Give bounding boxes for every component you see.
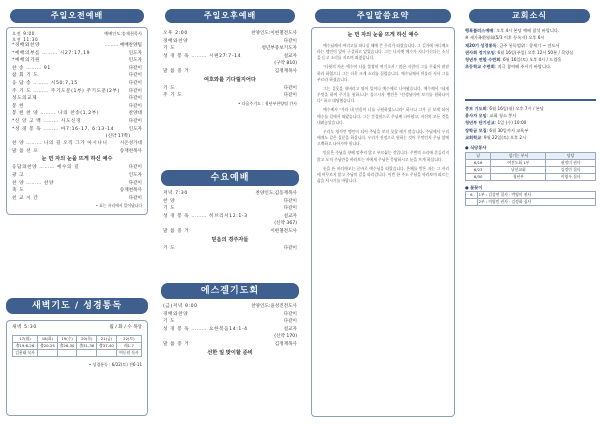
wednesday-order <box>163 198 297 236</box>
afternoon-service-body <box>163 30 297 107</box>
order-person: 다같이 <box>128 118 142 124</box>
order-item: 주 기 도 ……… 주기도문(1부) 주기도문(2부) <box>12 88 120 94</box>
table-header-cell: 담당 <box>546 152 596 159</box>
order-row <box>12 57 142 65</box>
order-item: 주 기 도 <box>163 93 183 99</box>
order-person: 송재천목사 <box>119 188 142 194</box>
order-row <box>163 326 297 334</box>
notice-item <box>465 27 596 34</box>
order-row <box>163 333 297 341</box>
order-row <box>12 110 142 118</box>
table-cell <box>57 349 77 356</box>
order-row <box>12 180 142 188</box>
notice-label: 초등학교 수련회 <box>465 64 495 70</box>
order-person: 다같이 <box>128 180 142 186</box>
flower-service-table <box>465 191 596 206</box>
choir-name: 시온성가대 <box>119 141 142 147</box>
notice-label: 청년부 단기선교 <box>465 120 495 126</box>
notice-text: : 1일 (수) 10:00 <box>494 120 527 126</box>
table-cell: 20(목) <box>77 335 97 342</box>
friday-order <box>163 311 297 349</box>
table-header-row <box>466 152 596 159</box>
friday-sermon: 선한 일 맞이할 준비 <box>207 349 253 356</box>
afternoon-service-header: 주일오후예배 <box>165 9 295 23</box>
notice-label: 봉사자 모임 <box>465 113 487 119</box>
notice-item <box>465 112 596 119</box>
order-person: ……… 예배찬양팀 <box>104 43 142 48</box>
notice-item <box>465 127 596 134</box>
notice-item <box>465 134 596 141</box>
order-item: 성도의교제 <box>12 96 38 102</box>
summary-paragraph: "다윗의 자손 예수여 나를 불쌍히 여기소서." 많은 사람이 그를 꾸짖어 잠잠하라 하였으나 그는 더욱 크게 소리를 질렀습니다. 예수님께서 머물러 서서 그를 부르라 하셨습니다. <box>317 64 449 82</box>
order-row <box>12 118 142 126</box>
wednesday-sermon: 믿음의 경주자들 <box>211 236 249 243</box>
table-cell: 여동원 목사 <box>116 349 141 356</box>
order-person: (신약 367) <box>274 221 297 227</box>
order-person: 다같이 <box>283 245 297 251</box>
column-sermon-summary <box>307 0 459 424</box>
table-cell: 6/23 <box>466 166 491 173</box>
dawn-note: • 성경통독 : 6/22(토) 전6-11 <box>88 361 142 367</box>
order-item: 봉 헌 <box>12 103 25 109</box>
order-row <box>12 50 142 58</box>
dawn-reading-table <box>12 335 142 357</box>
order-row <box>12 126 142 134</box>
order-row <box>163 318 297 326</box>
preach-label: 말 씀 선 포 <box>12 148 39 154</box>
order-item: 참 회 기 도 <box>12 73 39 79</box>
news-list <box>465 27 596 206</box>
order-row <box>163 53 297 61</box>
summary-paragraph: 예수께서 "가라 네 믿음이 너를 구원하였느니라" 하시니 그가 곧 보게 되어 예수를 길에서 따랐습니다. 그는 간절함으로 주님께 나아왔고, 자신의 모든 것을 내려놓았습니다. <box>317 107 449 125</box>
friday-header: 에스겔기도회 <box>161 283 299 299</box>
notice-label: 행복플러스예배 <box>465 28 494 33</box>
order-person: 인도자 <box>128 58 142 64</box>
order-row <box>12 42 142 50</box>
summary-paragraph: 그는 겉옷을 내버리고 뛰어 일어나 예수께로 나아왔습니다. 예수께서 "네게 무엇을 하여 주기를 원하느냐" 물으시자 맹인은 "선생님이여 보기를 원하나이다" 하고 대답했습니다. <box>317 85 449 104</box>
order-row <box>163 220 297 228</box>
table-cell: 김용태 목사 <box>13 349 38 356</box>
notice-text: : 오후 4시 본당 예배 참석 바랍니다. <box>493 28 560 33</box>
table-cell: 출37-40 <box>97 342 117 349</box>
table-cell: 출19:8-26 <box>13 342 38 349</box>
order-person: 다같이 <box>128 195 142 201</box>
order-row <box>163 228 297 236</box>
notice-text: : 6월 16일(토) 오후 4시 / 드림홀 <box>500 57 562 63</box>
friday-body <box>163 303 297 358</box>
notice-item <box>465 119 596 126</box>
time-2: 오전 11:30 <box>12 36 39 42</box>
order-item: *예배의부름 ……… 시27:17,19 <box>12 50 91 56</box>
order-person: 다같이 <box>128 165 142 171</box>
order-item: 축 도 <box>12 188 25 194</box>
table-cell: 1부 : 김상연 집사 · 박영미 권사 <box>477 191 595 198</box>
order-person: 다같이 <box>128 96 142 102</box>
notice-text: : 금주 통독범위 : 창세기 ~ 전도서 <box>496 42 560 48</box>
table-cell: 6/30 <box>466 173 491 180</box>
order-item: *신 앙 고 백 ……… 사도신경 <box>12 118 82 124</box>
sermon-summary-box <box>311 27 455 417</box>
wednesday-order-2 <box>163 245 297 253</box>
order-person: 다같이 <box>283 319 297 325</box>
order-person: 인도자 <box>128 172 142 178</box>
table-cell: 출31-36 <box>77 342 97 349</box>
choir-song: 찬 양 ……… 나의 길 오직 그가 아시나니 <box>12 141 108 147</box>
order-row <box>163 85 297 93</box>
verse-note: (신약 17쪽) <box>105 134 130 140</box>
afternoon-sermon: 여호와를 기다릴지어다 <box>204 76 256 83</box>
table-row <box>466 173 596 180</box>
notice-label: 중보 기도회 <box>465 105 487 111</box>
order-item: 찬 양 <box>163 198 176 204</box>
order-person: 이현철전도사 <box>270 228 297 234</box>
order-row <box>163 92 297 100</box>
news-items-2 <box>465 105 596 141</box>
order-item: 말 씀 증 거 <box>163 228 190 234</box>
table-cell: 6/16 <box>466 159 491 166</box>
order-row <box>12 164 142 172</box>
preacher: 송재천목사 <box>119 148 142 154</box>
leader: 예배인도:송재천목사 <box>104 31 142 36</box>
table-cell: 여전도회 1부 <box>491 159 546 166</box>
order-row <box>163 311 297 319</box>
dawn-prayer-header: 새벽기도 / 성경통독 <box>6 298 148 314</box>
dawn-days: 월 / 화 / 수 목상 <box>109 325 142 330</box>
order-person: 김정재목사 <box>274 341 297 347</box>
order-row <box>12 80 142 88</box>
summary-body <box>317 43 449 184</box>
order-person: 설교자 <box>283 326 297 332</box>
table-cell: 레1-7 <box>116 342 141 349</box>
order-person: 김정재목사 <box>274 68 297 74</box>
notice-label: 교회학교 <box>465 134 482 140</box>
table-cell <box>466 198 478 205</box>
column-morning-service <box>2 0 152 424</box>
notice-item <box>465 105 596 112</box>
order-item: *경배와찬양 <box>12 43 41 48</box>
order-item: 광 고 <box>12 172 25 178</box>
table-cell: 김정민 집사 <box>546 166 596 173</box>
table-row <box>466 191 596 198</box>
summary-title: 눈 먼 자의 눈을 뜨게 하신 예수 <box>347 32 419 38</box>
order-person: 다같이 <box>283 198 297 204</box>
order-person: (구약 810) <box>274 61 297 67</box>
table-cell: 6 <box>466 191 478 198</box>
order-item: 찬 양 ……… 찬양 <box>12 180 54 186</box>
afternoon-time: 오후 2:00 <box>163 31 188 36</box>
order-item: *예배의기원 <box>12 58 41 64</box>
flower-table-title: ● 꽃꽂이 <box>465 184 483 190</box>
order-person: 다같이 <box>283 311 297 317</box>
column-afternoon-service <box>157 0 303 424</box>
table-cell <box>97 349 117 356</box>
notice-item <box>465 49 596 56</box>
order-row <box>163 341 297 349</box>
table-row <box>13 349 142 356</box>
summary-paragraph: 눈을 뜬 바디매오는 곧바로 예수님을 따랐습니다. 은혜를 받은 자는 그 자리에 머무르지 않고 주님의 길을 따라갑니다. 이번 한 주도 주님을 바라보며 따르는 삶을 사시기를 바랍니다. <box>317 165 449 183</box>
order-person: 인도자 <box>128 126 142 132</box>
order-person: 인도자 <box>128 50 142 56</box>
order-person: (신약 170) <box>274 334 297 340</box>
order-item: 성 경 봉 독 ……… 요한복음14:1-4 <box>163 326 248 332</box>
table-cell: 출20-25 <box>38 342 58 349</box>
table-row <box>466 198 596 205</box>
table-header-cell: 섬기는 부서 <box>491 152 546 159</box>
notice-label: 청년부 연합 수련회 <box>465 57 501 63</box>
order-person: 다같이 <box>283 206 297 212</box>
church-news-header: 교회소식 <box>469 9 590 23</box>
order-row <box>12 65 142 73</box>
order-item: 기 도 <box>163 319 176 325</box>
order-person: 다같이 <box>128 103 142 109</box>
news-divider <box>465 99 596 101</box>
after-sermon-list <box>12 164 142 202</box>
table-row <box>13 335 142 342</box>
order-row <box>163 205 297 213</box>
order-item: 기 도 <box>163 245 176 251</box>
wed-time: 저녁 7:30 <box>163 191 188 196</box>
order-person: 청년부중보기도자 <box>261 46 297 52</box>
notice-item <box>465 34 596 41</box>
order-row <box>163 38 297 46</box>
notice-item <box>465 42 596 49</box>
table-cell: 19(수) <box>57 335 77 342</box>
order-row <box>12 88 142 96</box>
table-cell: 2부 : 이영민 권사 · 김정화 집사 <box>477 198 595 205</box>
order-item: 응 답 송 ……… 시50:7,15 <box>12 80 78 86</box>
order-row <box>163 68 297 76</box>
order-row <box>163 198 297 206</box>
order-person: 다같이 <box>128 73 142 79</box>
table-cell: 21(금) <box>97 335 117 342</box>
wed-leader: 찬양인도:김동재목사 <box>255 191 297 196</box>
order-row <box>12 72 142 80</box>
order-row <box>12 187 142 195</box>
notice-label: 제20기 성경통독 <box>465 42 497 48</box>
order-person: 다같이 <box>128 65 142 71</box>
order-item: 기 도 <box>163 46 176 52</box>
notice-label: 장학금 모집 <box>465 127 487 133</box>
notice-text: ※ 새가족환영회(5/3 이후 등록자) 오후 6시 <box>465 35 545 41</box>
order-item: 친 교 시 간 <box>12 195 39 201</box>
table-cell <box>77 349 97 356</box>
order-row <box>12 172 142 180</box>
order-person: 다같이 <box>283 93 297 99</box>
next-prayer-note: • 다음주기도 : 청년부찬양팀 간사 <box>237 100 297 106</box>
order-person: 다같이 <box>283 38 297 44</box>
morning-service-box <box>6 27 148 215</box>
wednesday-header: 수요예배 <box>161 170 299 186</box>
table-row <box>13 342 142 349</box>
notice-text: : 6월 16일(주일) 오후 12시 50분 / 목양실 <box>494 49 574 55</box>
order-person: 설교자 <box>283 53 297 59</box>
table-cell: 17(월) <box>13 335 38 342</box>
notice-label: 권사회 정기모임 <box>465 49 495 55</box>
table-cell: 남선교회 <box>491 166 546 173</box>
notice-text: : 9월 22일(토) 오후 2시 <box>481 134 527 140</box>
order-row <box>163 245 297 253</box>
order-person: 다같이 <box>283 85 297 91</box>
afternoon-leader: 찬양인도:이현철전도사 <box>251 31 297 36</box>
summary-paragraph: 믿음은 주님을 향해 멈추지 않고 부르짖는 것입니다. 주변의 소리에 흔들리지 않고 오직 주님만을 바라보는 자에게 주님은 응답하시고 눈을 뜨게 하십니다. <box>317 150 449 162</box>
table-cell: 청년부 <box>491 173 546 180</box>
fri-leader: 찬양인도:윤성진전도사 <box>251 304 297 309</box>
column-church-news <box>461 0 598 424</box>
notice-item <box>465 63 596 70</box>
notice-text: : 6월 16일(월) 오후 7시 / 본당 <box>486 105 544 111</box>
table-cell: 권정미 권사 <box>546 159 596 166</box>
table-cell: 출26-30 <box>57 342 77 349</box>
order-item: 찬 송 ……… 91 <box>12 65 51 71</box>
news-items-1 <box>465 27 596 71</box>
wednesday-body <box>163 190 297 252</box>
order-row <box>163 45 297 53</box>
meal-service-table <box>465 152 596 181</box>
summary-paragraph: 우리도 영적인 맹인이 되어 주님을 보지 못할 때가 많습니다. 주님께서 우리에게도 같은 질문을 하십니다. 우리가 진정으로 원하는 것이 무엇인지 주님 앞에 고백하고 나아가야 합니다. <box>317 128 449 147</box>
order-item: 성 경 봉 독 ……… 시편27:7-14 <box>163 53 242 59</box>
order-row <box>12 103 142 111</box>
sermon-summary-header: 주일말씀요약 <box>315 9 451 23</box>
order-item: 말 씀 증 거 <box>163 68 190 74</box>
meal-table-title: ● 식당봉사 <box>465 145 487 151</box>
order-item: 봉 헌 찬 양 ……… 나의 찬송(1,2부) <box>12 111 100 117</box>
order-item: 경배와찬양 <box>163 38 189 44</box>
order-item: 성 경 봉 독 ……… 히브리서12:1-3 <box>163 213 248 219</box>
morning-service-header: 주일오전예배 <box>10 9 144 23</box>
order-row <box>12 195 142 203</box>
order-person: 다같이 <box>128 80 142 86</box>
dawn-time: 새벽 5:30 <box>12 325 37 330</box>
service-order-list <box>12 42 142 133</box>
table-row <box>466 166 596 173</box>
order-item: 기 도 <box>163 206 176 212</box>
fri-time: (금)저녁 9:00 <box>163 304 198 309</box>
sermon-title: 눈 먼 자의 눈을 뜨게 하신 예수 <box>41 156 113 163</box>
order-person: 다같이 <box>128 88 142 94</box>
order-row <box>12 95 142 103</box>
summary-paragraph: 예수님께서 여리고를 떠나실 때에 큰 무리가 따랐습니다. 그 길가에 바디매오라는 맹인이 앉아 구걸하고 있었습니다. 그는 나사렛 예수가 지나가신다는 소식을 듣고 소리를 지르며 외쳤습니다. <box>317 43 449 61</box>
afternoon-order <box>163 38 297 76</box>
order-item: 경배와찬양 <box>163 311 189 317</box>
order-person: 찬양대 <box>128 111 142 117</box>
dawn-prayer-box <box>6 320 148 416</box>
table-cell: 이영우 집사 <box>546 173 596 180</box>
order-item: *성 경 봉 독 ……… 마7:16-17, 6:13-14 <box>12 126 115 132</box>
order-item: 말 씀 증 거 <box>163 341 190 347</box>
table-row <box>466 159 596 166</box>
notice-text: : 교회 청소 봉사 <box>486 113 517 119</box>
order-row <box>163 213 297 221</box>
notice-text: : 적극 참여해 주시기 바랍니다. <box>494 64 552 70</box>
order-item: 응답의찬양 ……… 예수의 길 <box>12 165 80 171</box>
table-cell: 18(화) <box>38 335 58 342</box>
time-1: 오전 9:00 <box>12 31 36 36</box>
standing-note: • 표는 자리에서 일어납니다 <box>95 203 142 209</box>
afternoon-order-2 <box>163 85 297 100</box>
notice-item <box>465 56 596 63</box>
order-item: 기 도 <box>163 85 176 91</box>
table-cell <box>38 349 58 356</box>
order-person: 설교자 <box>283 213 297 219</box>
table-header-cell: 날 <box>466 152 491 159</box>
notice-text: : 6월 30일까지 교육부 <box>486 127 529 133</box>
table-cell: 22(토) <box>116 335 141 342</box>
order-row <box>163 60 297 68</box>
